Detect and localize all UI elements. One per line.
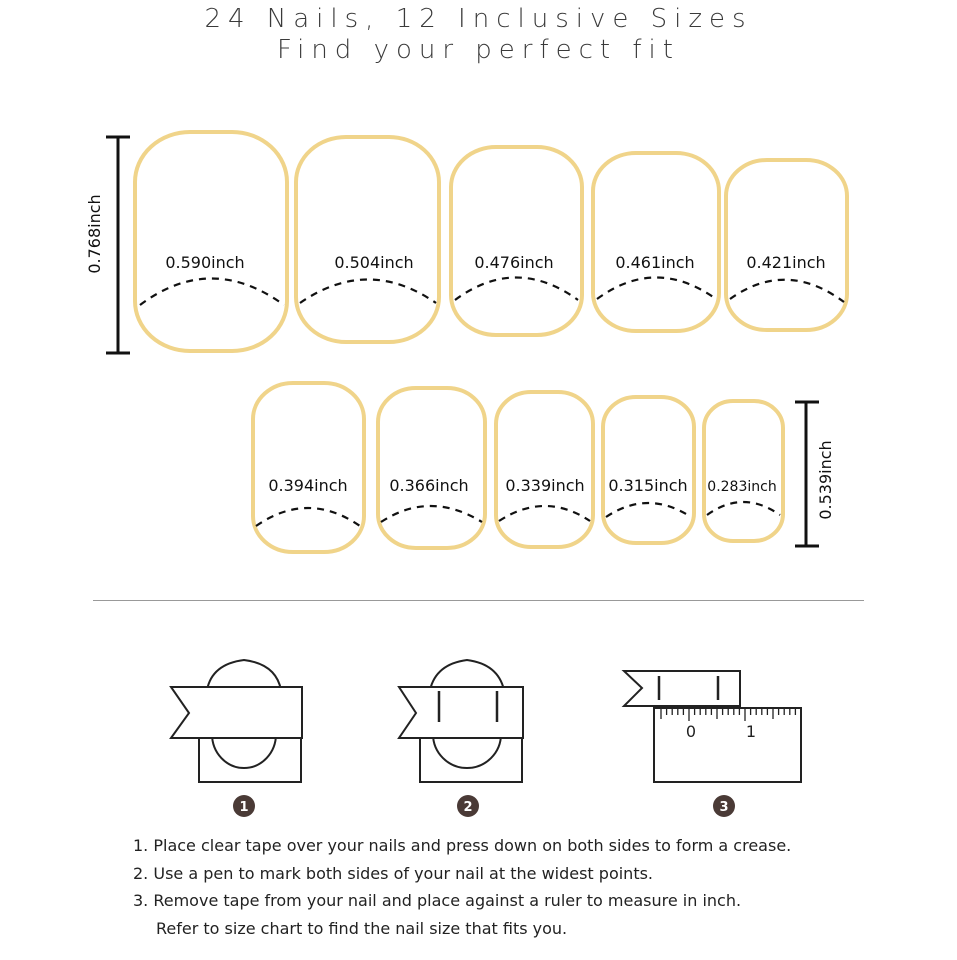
nail-width-label: 0.421inch xyxy=(746,253,826,272)
nail-width-label: 0.315inch xyxy=(608,476,688,495)
nail-size-2 xyxy=(296,137,439,342)
nail-size-3 xyxy=(451,147,582,335)
title-line-2: Find your perfect fit xyxy=(277,35,680,65)
instructions-list xyxy=(133,832,933,942)
nail-size-7 xyxy=(378,388,485,548)
bottom-row-length-label: 0.539inch xyxy=(816,440,835,520)
instruction-2: 2. Use a pen to mark both sides of your nail at the widest points. xyxy=(133,863,654,883)
nail-width-label: 0.394inch xyxy=(268,476,348,495)
nail-width-label: 0.476inch xyxy=(474,253,554,272)
svg-text:1: 1 xyxy=(239,800,249,815)
nail-size-5 xyxy=(726,160,847,330)
instruction-note: Refer to size chart to find the nail size that fits you. xyxy=(156,918,568,938)
nail-width-label: 0.461inch xyxy=(615,253,695,272)
title-line-1: 24 Nails, 12 Inclusive Sizes xyxy=(204,4,753,34)
instruction-1: 1. Place clear tape over your nails and press down on both sides to form a crease. xyxy=(133,836,792,855)
top-row-length-bar xyxy=(106,137,130,353)
section-divider xyxy=(93,600,864,601)
step-3-illustration xyxy=(624,671,801,782)
step-1-illustration xyxy=(171,660,302,782)
svg-text:2: 2 xyxy=(463,800,473,815)
nail-size-8 xyxy=(496,392,593,547)
nail-size-4 xyxy=(593,153,719,331)
instruction-3: 3. Remove tape from your nail and place against a ruler to measure in inch. xyxy=(133,891,742,910)
top-row-length-label: 0.768inch xyxy=(85,194,104,274)
nail-size-6 xyxy=(253,383,364,552)
ruler-number-1: 1 xyxy=(745,722,757,741)
nail-size-9 xyxy=(603,397,694,543)
nail-width-label: 0.366inch xyxy=(389,476,469,495)
step-3-badge xyxy=(713,795,735,817)
step-1-badge xyxy=(233,795,255,817)
nail-size-10 xyxy=(704,401,783,541)
nail-size-1 xyxy=(135,132,287,351)
nail-width-label: 0.590inch xyxy=(165,253,245,272)
ruler-ticks xyxy=(661,708,795,721)
nail-width-label: 0.504inch xyxy=(334,253,414,272)
nail-width-label: 0.283inch xyxy=(707,479,777,495)
nail-width-label: 0.339inch xyxy=(505,476,585,495)
step-2-illustration xyxy=(399,660,523,782)
step-2-badge xyxy=(457,795,479,817)
ruler-number-0: 0 xyxy=(685,722,697,741)
svg-text:3: 3 xyxy=(719,800,729,815)
